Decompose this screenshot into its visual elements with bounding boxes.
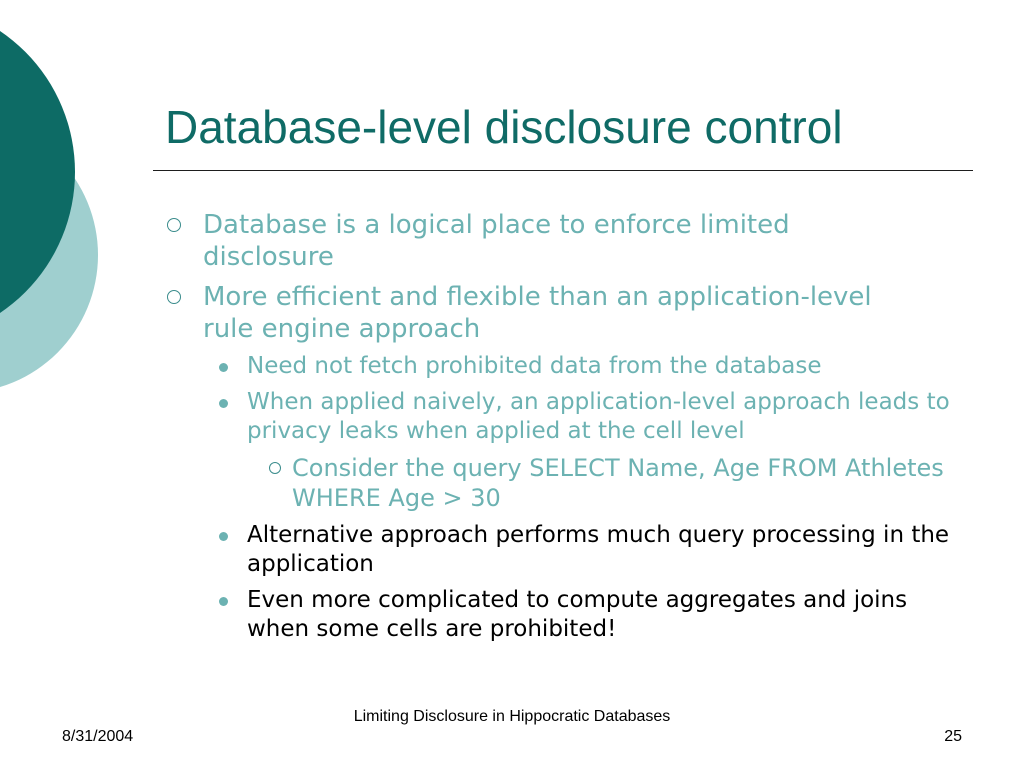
bullet-1 [203,209,923,273]
bullet-2-3-text: Alternative approach performs much query processing in the application [247,522,950,577]
bullet-1-text: Database is a logical place to enforce limited disclosure [203,210,790,272]
dot-bullet-icon [219,399,228,408]
dot-bullet-icon [219,597,228,606]
bullet-2-2-1-text: Consider the query SELECT Name, Age FROM Athletes WHERE Age > 30 [292,454,944,512]
bullet-2-2 [247,388,967,446]
dot-bullet-icon [219,532,228,541]
bullet-2-text: More efficient and flexible than an application-level rule engine approach [203,282,872,344]
hollow-circle-bullet-icon [167,218,181,232]
bullet-2-1 [247,352,967,381]
bullet-2-2-1 [292,453,952,513]
title-divider [153,170,973,171]
bullet-2-4 [247,586,967,644]
hollow-circle-bullet-icon [269,462,281,474]
footer-date: 8/31/2004 [62,728,134,745]
bullet-2-1-text: Need not fetch prohibited data from the database [247,353,822,379]
footer-title: Limiting Disclosure in Hippocratic Databases [353,708,671,725]
bullet-2-4-text: Even more complicated to compute aggregates and joins when some cells are prohibited! [247,587,908,642]
slide-title: Database-level disclosure control [165,101,843,153]
bullet-2-2-text: When applied naively, an application-level approach leads to privacy leaks when applied at the cell level [247,389,950,444]
bullet-2 [203,281,923,345]
dot-bullet-icon [219,363,228,372]
decorative-circles [0,0,110,420]
slide-number: 25 [944,728,962,745]
hollow-circle-bullet-icon [167,290,181,304]
bullet-2-3 [247,521,967,579]
